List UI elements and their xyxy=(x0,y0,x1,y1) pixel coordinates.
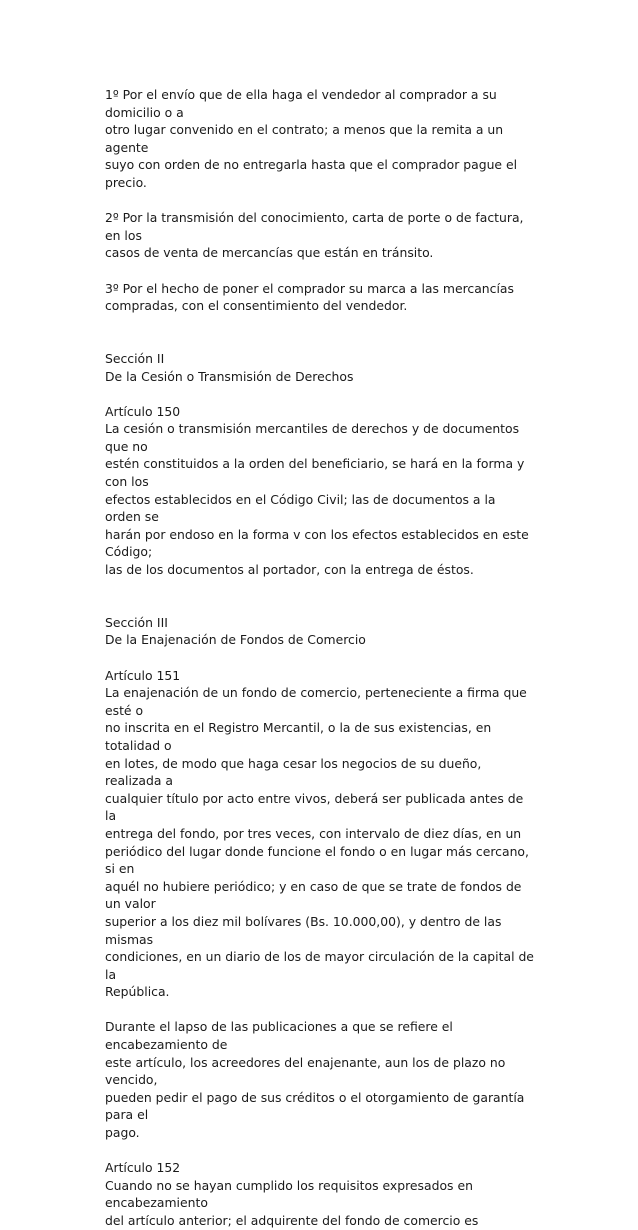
paragraph-spacer xyxy=(105,649,535,667)
article-152: Artículo 152 Cuando no se hayan cumplido los requisitos expresados en encabezamiento del artículo anterior; el adquirente del fondo de comercio es xyxy=(105,1160,479,1228)
section-spacer xyxy=(105,579,535,614)
article-151: Artículo 151 La enajenación de un fondo de comercio, perteneciente a firma que esté o no inscrita en el Registro Mercantil, o la de sus existencias, en totalidad o en lotes, de modo que haga cesar los negocios de su dueño, realizada a cualquier título por acto entre vivos, deberá ser publicada antes de la entrega del fondo, por tres veces, con intervalo de diez días, en un periódico del lugar donde funcione el fondo o en lugar más cercano, si en aquél no hubiere periódico; y en caso de que se trate de fondos de un valor superior a los diez mil bolívares (Bs. 10.000,00), y dentro de las mismas condiciones, en un diario de los de mayor circulación de la capital de la República. xyxy=(105,667,534,1000)
article-151-paragraph-2: Durante el lapso de las publicaciones a que se refiere el encabezamiento de este artículo, los acreedores del enajenante, aun los de plazo no vencido, pueden pedir el pago de sus créditos o el otorgamiento de garantía para el pago. xyxy=(105,1019,525,1141)
paragraph-spacer xyxy=(105,1142,535,1160)
paragraph-item-3: 3º Por el hecho de poner el comprador su marca a las mercancías compradas, con el consentimiento del vendedor. xyxy=(105,280,514,314)
paragraph-spacer xyxy=(105,192,535,210)
document-page xyxy=(105,86,535,1230)
paragraph-item-2: 2º Por la transmisión del conocimiento, carta de porte o de factura, en los casos de venta de mercancías que están en tránsito. xyxy=(105,210,524,261)
paragraph-spacer xyxy=(105,385,535,403)
section-spacer xyxy=(105,315,535,350)
section-heading-3: Sección III De la Enajenación de Fondos de Comercio xyxy=(105,614,366,648)
paragraph-spacer xyxy=(105,262,535,280)
section-heading-2: Sección II De la Cesión o Transmisión de Derechos xyxy=(105,350,354,384)
paragraph-spacer xyxy=(105,1001,535,1019)
article-150: Artículo 150 La cesión o transmisión mercantiles de derechos y de documentos que no estén constituidos a la orden del beneficiario, se hará en la forma y con los efectos establecidos en el Código Civil; las de documentos a la orden se harán por endoso en la forma v con los efectos establecidos en este Código; las de los documentos al portador, con la entrega de éstos. xyxy=(105,403,529,578)
paragraph-item-1: 1º Por el envío que de ella haga el vendedor al comprador a su domicilio o a otro lugar convenido en el contrato; a menos que la remita a un agente suyo con orden de no entregarla hasta que el comprador pague el precio. xyxy=(105,87,518,190)
